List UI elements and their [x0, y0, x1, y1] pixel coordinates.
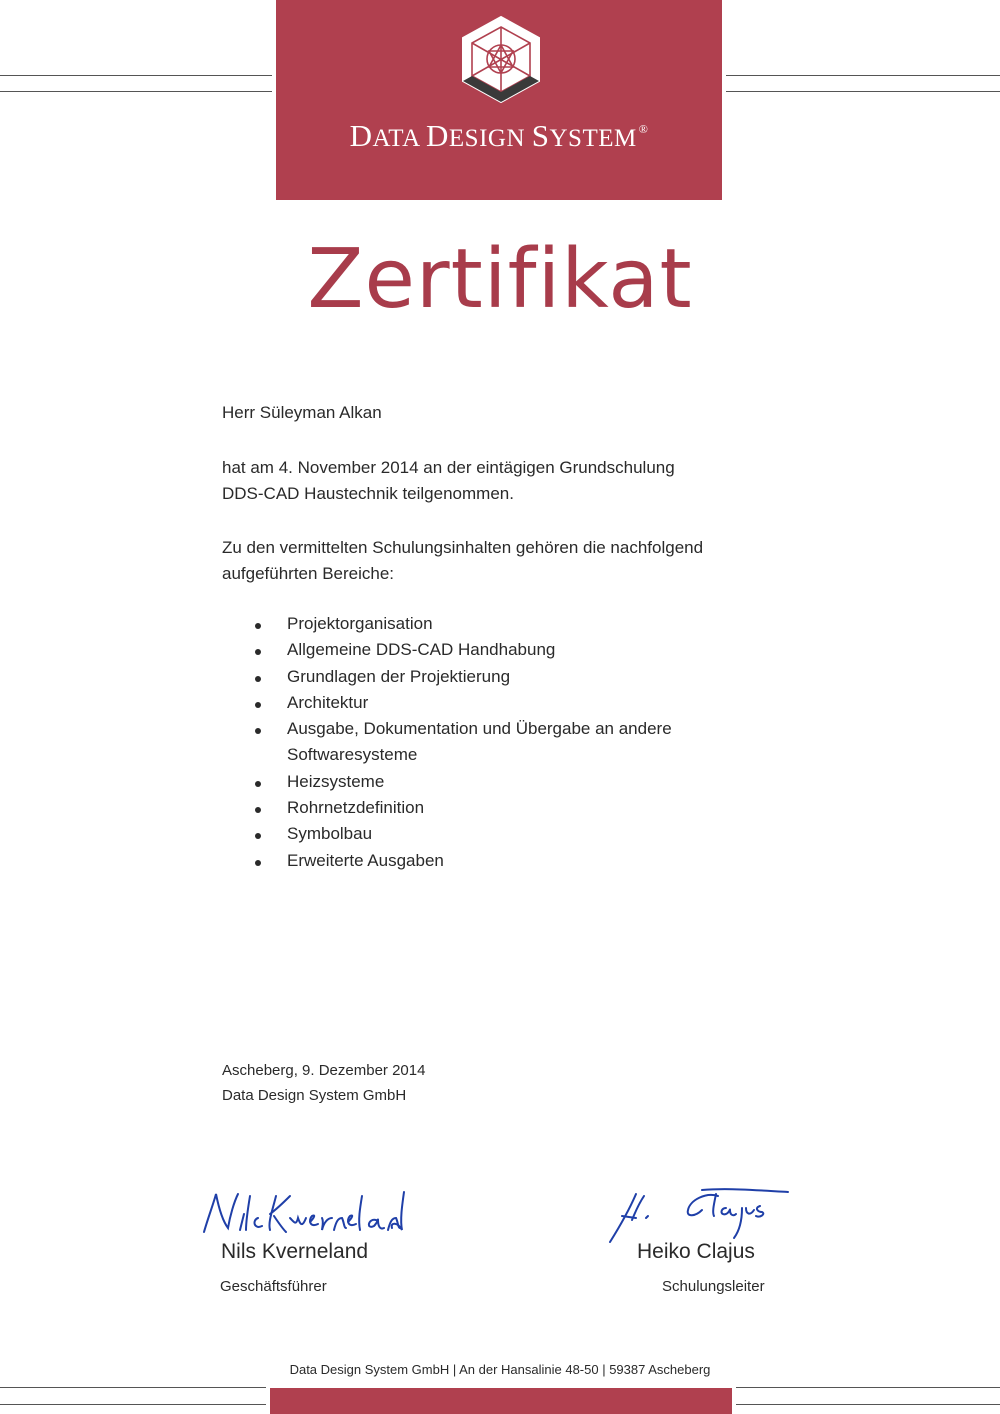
bullet-icon [255, 728, 261, 734]
bullet-icon [255, 860, 261, 866]
list-item: Symbolbau [253, 821, 727, 847]
list-item: Heizsysteme [253, 769, 727, 795]
participation-line-2: DDS-CAD Haustechnik teilgenommen. [222, 484, 514, 503]
signature-clajus [606, 1186, 792, 1248]
company-logo-icon [460, 15, 542, 103]
list-item: Allgemeine DDS-CAD Handhabung [253, 637, 727, 663]
brand-part-1: ATA [372, 125, 426, 152]
top-left-rule-2 [0, 91, 272, 92]
signature-kverneland [198, 1188, 408, 1238]
brand-initial-1: D [349, 118, 373, 153]
company-name: Data Design System GmbH [222, 1087, 407, 1104]
brand-part-3: YSTEM [549, 125, 637, 152]
participation-line-1: hat am 4. November 2014 an der eintägigen Grundschulung [222, 458, 675, 477]
bottom-left-rule-2 [0, 1404, 266, 1405]
intro-text [222, 535, 703, 587]
bullet-icon [255, 623, 261, 629]
signatory-2-name: Heiko Clajus [637, 1240, 755, 1263]
list-item: Projektorganisation [253, 611, 727, 637]
signatory-1-role: Geschäftsführer [220, 1278, 327, 1295]
list-item: Ausgabe, Dokumentation und Übergabe an andere Softwaresysteme [253, 716, 687, 769]
bullet-icon [255, 781, 261, 787]
list-item: Rohrnetzdefinition [253, 795, 727, 821]
registered-mark: ® [638, 122, 649, 136]
footer-address: Data Design System GmbH | An der Hansalinie 48-50 | 59387 Ascheberg [289, 1362, 711, 1377]
bottom-right-rule-2 [736, 1404, 1000, 1405]
recipient-name: Herr Süleyman Alkan [222, 403, 382, 422]
bullet-icon [255, 676, 261, 682]
certificate-title: Zertifikat [307, 232, 693, 327]
bullet-icon [255, 649, 261, 655]
signatory-1-name: Nils Kverneland [221, 1240, 369, 1263]
bottom-left-rule-1 [0, 1387, 266, 1388]
brand-part-2: ESIGN [448, 125, 532, 152]
bottom-right-rule-1 [736, 1387, 1000, 1388]
signatory-2-role: Schulungsleiter [662, 1278, 765, 1295]
topic-list [253, 611, 727, 874]
list-item: Erweiterte Ausgaben [253, 848, 727, 874]
footer-band [270, 1388, 732, 1414]
place-date: Ascheberg, 9. Dezember 2014 [222, 1062, 426, 1079]
brand-name [276, 118, 722, 154]
bullet-icon [255, 702, 261, 708]
participation-text [222, 455, 675, 507]
intro-line-1: Zu den vermittelten Schulungsinhalten gehören die nachfolgend [222, 538, 704, 557]
top-right-rule-2 [726, 91, 1000, 92]
top-left-rule-1 [0, 75, 272, 76]
brand-initial-3: S [531, 118, 550, 153]
top-right-rule-1 [726, 75, 1000, 76]
intro-line-2: aufgeführten Bereiche: [222, 564, 395, 583]
place-date-block [222, 1058, 425, 1108]
list-item: Grundlagen der Projektierung [253, 664, 727, 690]
brand-initial-2: D [426, 118, 449, 153]
list-item: Architektur [253, 690, 727, 716]
bullet-icon [255, 807, 261, 813]
bullet-icon [255, 833, 261, 839]
